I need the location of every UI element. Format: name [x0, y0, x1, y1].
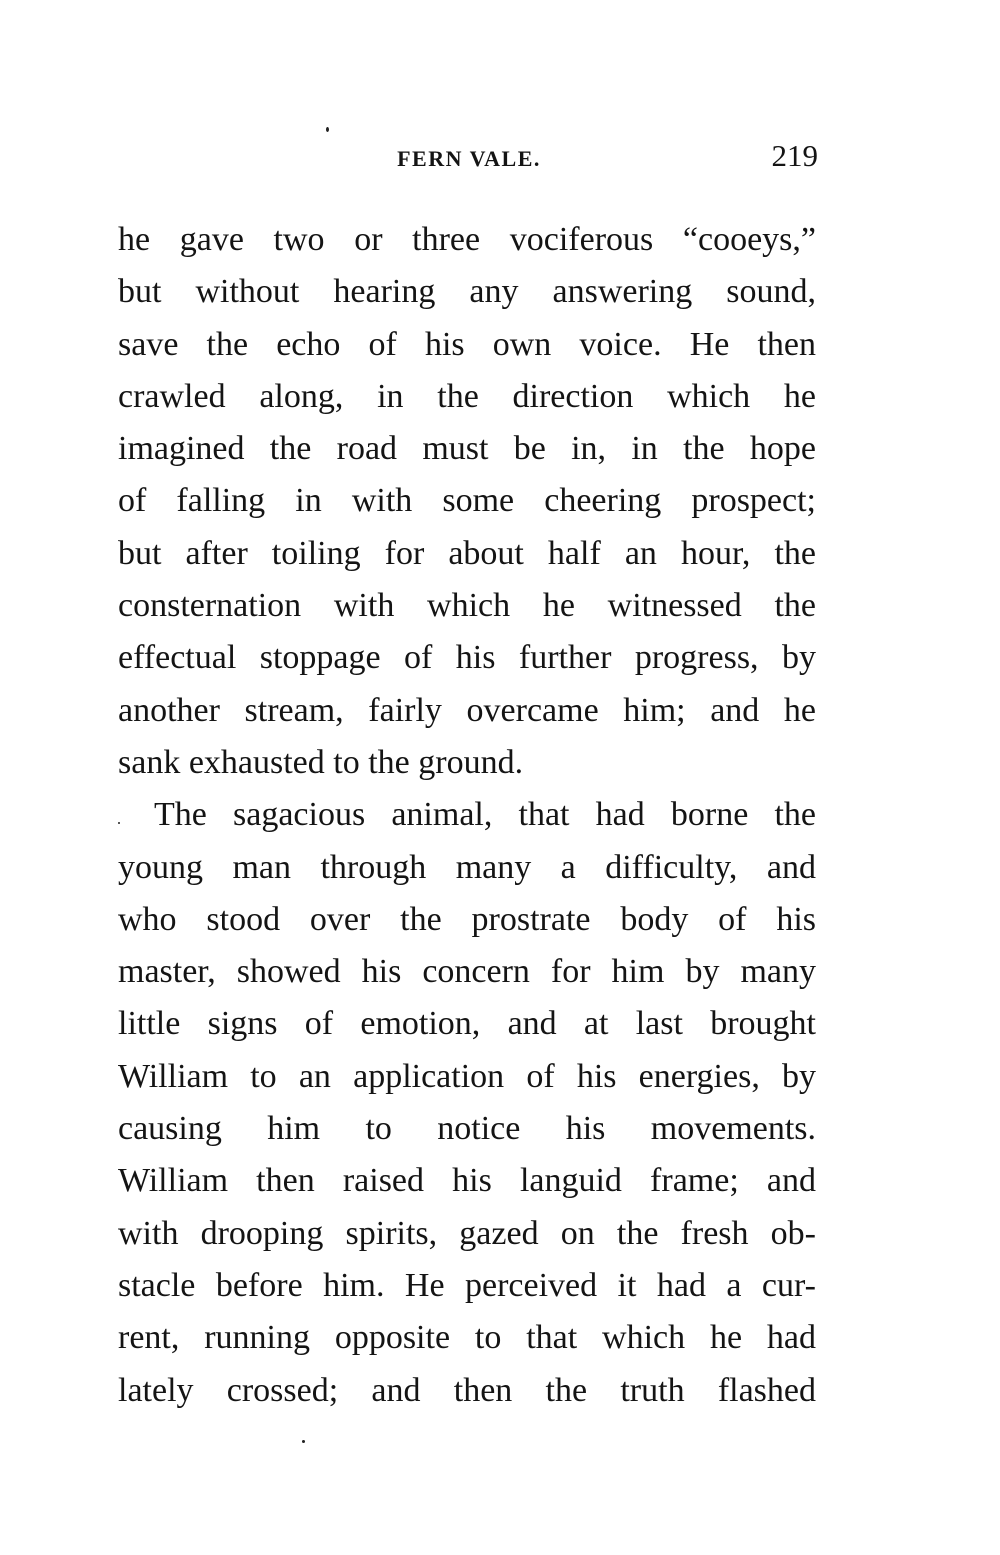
paragraph — [118, 214, 816, 789]
text-line: he gave two or three vociferous “cooeys,” — [118, 221, 816, 258]
text-line: crawled along, in the direction which he — [118, 377, 816, 415]
text-line: William then raised his languid frame; and — [118, 1162, 816, 1200]
text-line: sank exhausted to the ground. — [118, 743, 524, 781]
text-line: but without hearing any answering sound, — [118, 273, 816, 311]
text-line: another stream, fairly overcame him; and he — [118, 691, 816, 729]
running-title: FERN VALE. — [397, 146, 541, 171]
text-line: who stood over the prostrate body of his — [118, 900, 816, 938]
text-line: young man through many a difficulty, and — [118, 848, 816, 886]
text-line: causing him to notice his movements. — [118, 1110, 816, 1148]
text-line: consternation with which he witnessed the — [118, 587, 816, 625]
ink-speck — [302, 1440, 305, 1443]
text-line: save the echo of his own voice. He then — [118, 325, 816, 363]
page-number: 219 — [771, 138, 818, 173]
ink-speck — [326, 127, 329, 132]
body-text — [118, 214, 816, 1417]
text-line: William to an application of his energies, by — [118, 1057, 816, 1095]
text-line: of falling in with some cheering prospect; — [118, 482, 816, 520]
text-line: but after toiling for about half an hour, the — [118, 534, 816, 572]
text-line: with drooping spirits, gazed on the fresh ob- — [118, 1214, 816, 1252]
text-line: little signs of emotion, and at last brought — [118, 1005, 816, 1043]
text-line: imagined the road must be in, in the hope — [118, 430, 816, 468]
text-line: lately crossed; and then the truth flashed — [118, 1371, 816, 1409]
text-line: stacle before him. He perceived it had a cur- — [118, 1266, 816, 1304]
running-head — [118, 138, 820, 178]
text-line: effectual stoppage of his further progress, by — [118, 639, 816, 677]
text-line: master, showed his concern for him by many — [118, 953, 816, 991]
paragraph — [118, 789, 816, 1417]
text-line: rent, running opposite to that which he had — [118, 1319, 816, 1357]
text-line: The sagacious animal, that had borne the — [154, 796, 816, 834]
